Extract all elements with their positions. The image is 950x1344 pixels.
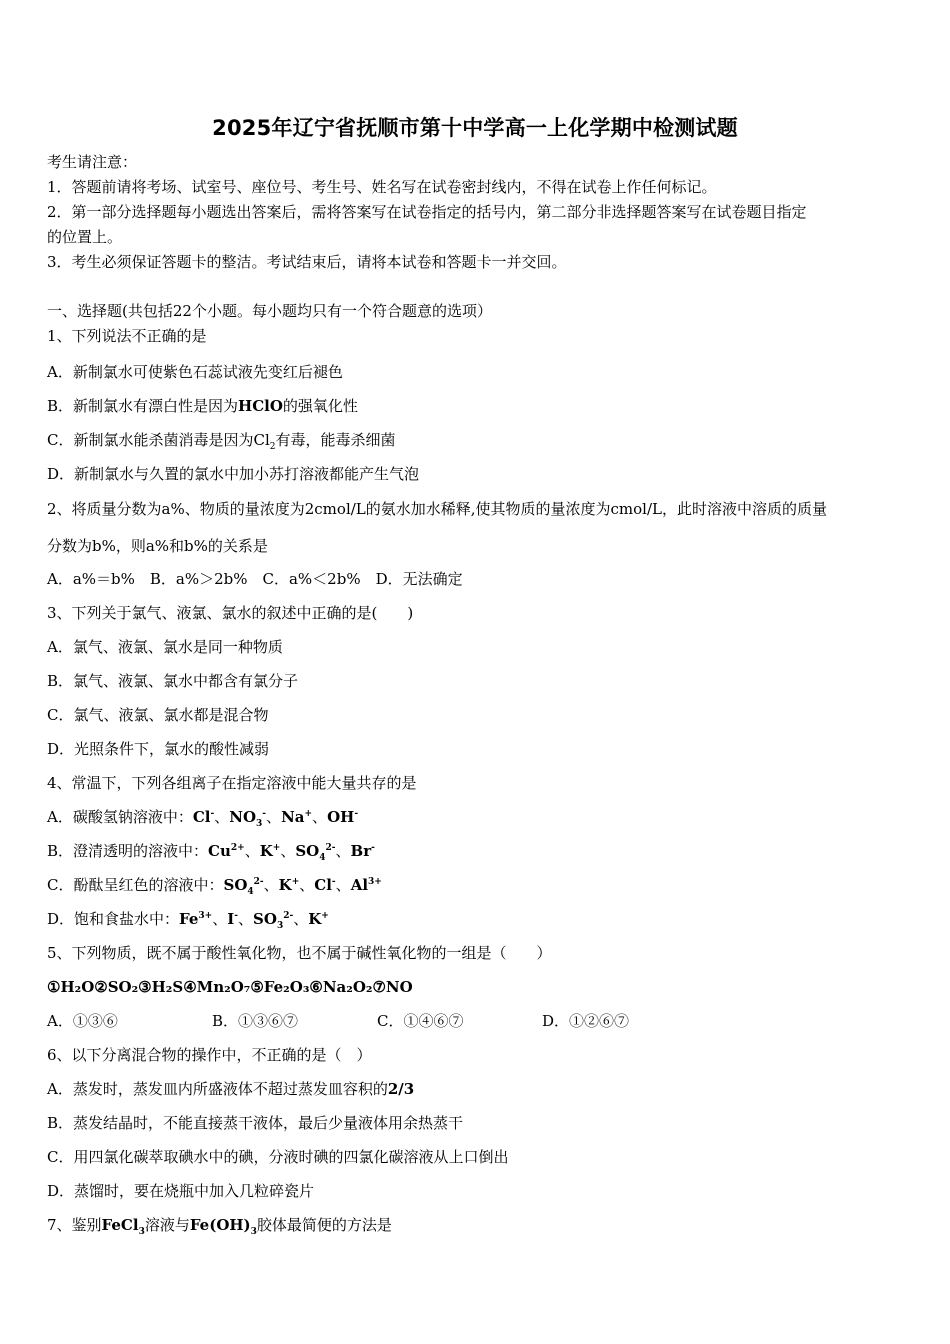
question-4-stem: 4、常温下，下列各组离子在指定溶液中能大量共存的是 xyxy=(47,774,417,792)
question-1-option-c: C．新制氯水能杀菌消毒是因为$Cl_2$有毒，能毒杀细菌 xyxy=(47,431,396,452)
page-title: 2025年辽宁省抚顺市第十中学高一上化学期中检测试题 xyxy=(212,116,738,140)
question-6-option-a: A．蒸发时，蒸发皿内所盛液体不超过蒸发皿容积的2/3 xyxy=(47,1080,415,1098)
question-6-stem: 6、以下分离混合物的操作中，不正确的是（ ） xyxy=(47,1046,372,1064)
notice-item-1: 1．答题前请将考场、试室号、座位号、考生号、姓名写在试卷密封线内，不得在试卷上作任何标记。 xyxy=(47,178,717,196)
question-5-option-d: D．①②⑥⑦ xyxy=(542,1012,630,1030)
question-3-stem: 3、下列关于氯气、液氯、氯水的叙述中正确的是( ) xyxy=(47,604,414,622)
question-3-option-a: A．氯气、液氯、氯水是同一种物质 xyxy=(47,638,283,656)
notice-item-2: 2．第一部分选择题每小题选出答案后，需将答案写在试卷指定的括号内，第二部分非选择题答案写在试卷题目指定 xyxy=(47,203,807,221)
question-3-option-d: D．光照条件下，氯水的酸性减弱 xyxy=(47,740,270,758)
question-5-option-b: B．①③⑥⑦ xyxy=(212,1012,299,1030)
question-4-option-c: C．酚酞呈红色的溶液中：$SO_4^{2-}$、K+、Cl-、$Al^{3+}$ xyxy=(47,876,382,897)
question-1-option-a: A．新制氯水可使紫色石蕊试液先变红后褪色 xyxy=(47,363,343,381)
question-6-option-d: D．蒸馏时，要在烧瓶中加入几粒碎瓷片 xyxy=(47,1182,315,1200)
notice-item-2-cont: 的位置上。 xyxy=(47,228,123,246)
question-4-option-b: B．澄清透明的溶液中：$Cu^{2+}$、K+、$SO_4^{2-}$、Br- xyxy=(47,842,375,863)
question-4-option-d: D．饱和食盐水中：$Fe^{3+}$、I-、$SO_3^{2-}$、K+ xyxy=(47,910,329,931)
notice-heading: 考生请注意： xyxy=(47,153,138,171)
question-3-option-c: C．氯气、液氯、氯水都是混合物 xyxy=(47,706,269,724)
question-1-option-b: B．新制氯水有漂白性是因为HClO的强氧化性 xyxy=(47,397,358,415)
section-heading: 一、选择题(共包括22个小题。每小题均只有一个符合题意的选项） xyxy=(47,302,492,320)
question-2-stem-cont: 分数为b%，则a%和b%的关系是 xyxy=(47,537,268,555)
question-1-option-d: D．新制氯水与久置的氯水中加小苏打溶液都能产生气泡 xyxy=(47,465,420,483)
question-6-option-c: C．用四氯化碳萃取碘水中的碘，分液时碘的四氯化碳溶液从上口倒出 xyxy=(47,1148,509,1166)
question-5-option-a: A．①③⑥ xyxy=(47,1012,118,1030)
question-7-stem: 7、鉴别FeCl$_3$溶液与$Fe(OH)_3$胶体最简便的方法是 xyxy=(47,1216,392,1237)
question-6-option-b: B．蒸发结晶时，不能直接蒸干液体，最后少量液体用余热蒸干 xyxy=(47,1114,464,1132)
notice-item-3: 3．考生必须保证答题卡的整洁。考试结束后，请将本试卷和答题卡一并交回。 xyxy=(47,253,567,271)
question-5-option-c: C．①④⑥⑦ xyxy=(377,1012,464,1030)
question-3-option-b: B．氯气、液氯、氯水中都含有氯分子 xyxy=(47,672,299,690)
question-5-stem: 5、下列物质，既不属于酸性氧化物，也不属于碱性氧化物的一组是（ ） xyxy=(47,944,552,962)
question-2-options: A．a%＝b% B．a%＞2b% C．a%＜2b% D．无法确定 xyxy=(47,570,463,588)
question-1-stem: 1、下列说法不正确的是 xyxy=(47,327,207,345)
question-2-stem: 2、将质量分数为a%、物质的量浓度为2cmol/L的氨水加水稀释,使其物质的量浓度为cmol/L，此时溶液中溶质的质量 xyxy=(47,500,827,518)
question-4-option-a: A．碳酸氢钠溶液中：Cl-、$NO_3^-$、Na+、OH- xyxy=(47,808,359,829)
question-5-options xyxy=(47,1011,629,1031)
question-5-substance-list: ①H₂O②SO₂③H₂S④Mn₂O₇⑤Fe₂O₃⑥Na₂O₂⑦NO xyxy=(47,978,413,996)
